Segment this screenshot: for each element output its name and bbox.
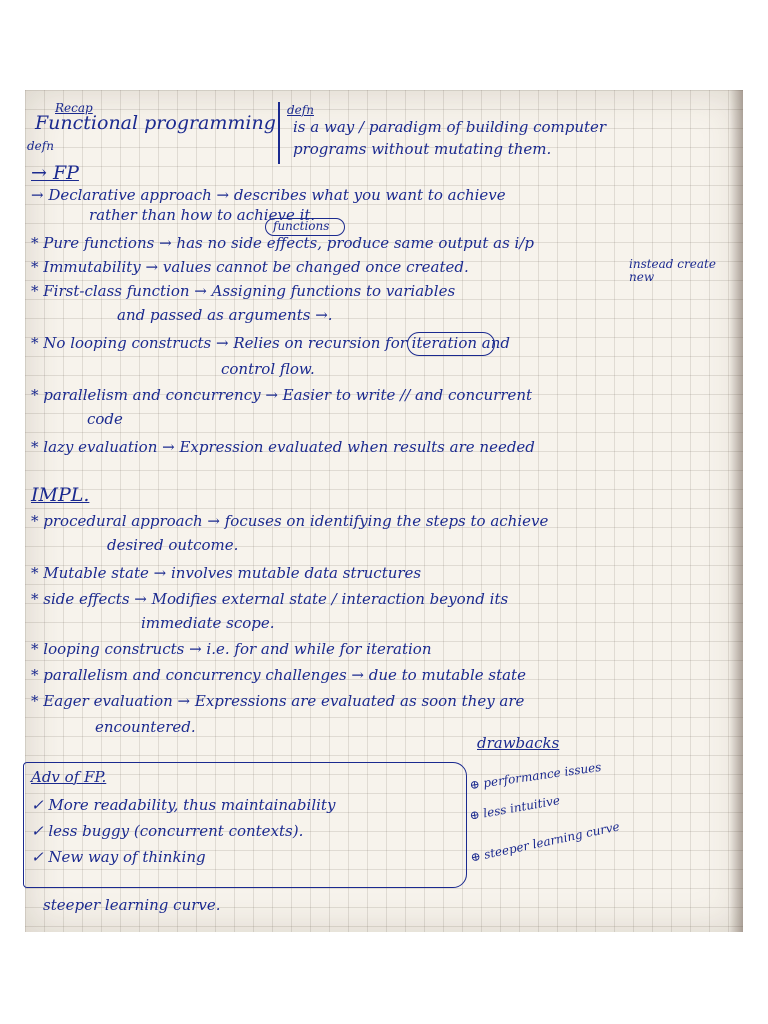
adv-item: ✓ less buggy (concurrent contexts). — [31, 822, 304, 840]
fp-item: * parallelism and concurrency → Easier to write // and concurrent — [31, 386, 533, 404]
drawbacks-heading: drawbacks — [477, 734, 560, 752]
notebook-page — [25, 90, 743, 932]
fp-item: * Immutability → values cannot be changed once created. — [31, 258, 469, 276]
fp-heading: → FP — [31, 162, 79, 184]
fp-item: * First-class function → Assigning functions to variables — [31, 282, 456, 300]
impl-heading: IMPL. — [31, 484, 90, 506]
functions-note: functions — [273, 219, 330, 233]
fp-item: * No looping constructs → Relies on recursion for iteration and — [31, 334, 510, 352]
recap-label: Recap — [55, 101, 93, 115]
fp-title: Functional programming — [35, 112, 276, 134]
impl-item: * parallelism and concurrency challenges → due to mutable state — [31, 666, 526, 684]
impl-item: immediate scope. — [141, 614, 275, 632]
fp-item: * lazy evaluation → Expression evaluated when results are needed — [31, 438, 535, 456]
fp-item: rather than how to achieve it. — [89, 206, 316, 224]
defn-line-1: is a way / paradigm of building computer — [293, 118, 607, 136]
fp-item: control flow. — [221, 360, 315, 378]
defn-line-2: programs without mutating them. — [293, 140, 552, 158]
drawback-item: ⊕ performance issues — [468, 759, 603, 793]
defn-label: defn — [287, 103, 314, 117]
fp-item: and passed as arguments →. — [117, 306, 333, 324]
fp-item: * Pure functions → has no side effects, produce same output as i/p — [31, 234, 535, 252]
fp-item: code — [87, 410, 123, 428]
fp-item: → Declarative approach → describes what you want to achieve — [31, 186, 506, 204]
impl-item: * looping constructs → i.e. for and while for iteration — [31, 640, 432, 658]
impl-item: * Eager evaluation → Expressions are evaluated as soon they are — [31, 692, 525, 710]
instead-note: instead create new — [629, 257, 716, 284]
impl-item: * Mutable state → involves mutable data structures — [31, 564, 422, 582]
impl-item: * procedural approach → focuses on identifying the steps to achieve — [31, 512, 549, 530]
drawback-item: ⊕ steeper learning curve — [469, 819, 621, 865]
defn-short: defn — [27, 139, 54, 153]
impl-item: * side effects → Modifies external state / interaction beyond its — [31, 590, 509, 608]
recursion-circle — [407, 332, 495, 356]
footer-note: steeper learning curve. — [43, 896, 221, 914]
adv-item: ✓ More readability, thus maintainability — [31, 796, 336, 814]
impl-item: desired outcome. — [107, 536, 239, 554]
adv-item: ✓ New way of thinking — [31, 848, 206, 866]
adv-heading: Adv of FP. — [31, 768, 107, 786]
vertical-divider — [278, 102, 280, 164]
drawback-item: ⊕ less intuitive — [468, 793, 561, 823]
impl-item: encountered. — [95, 718, 196, 736]
